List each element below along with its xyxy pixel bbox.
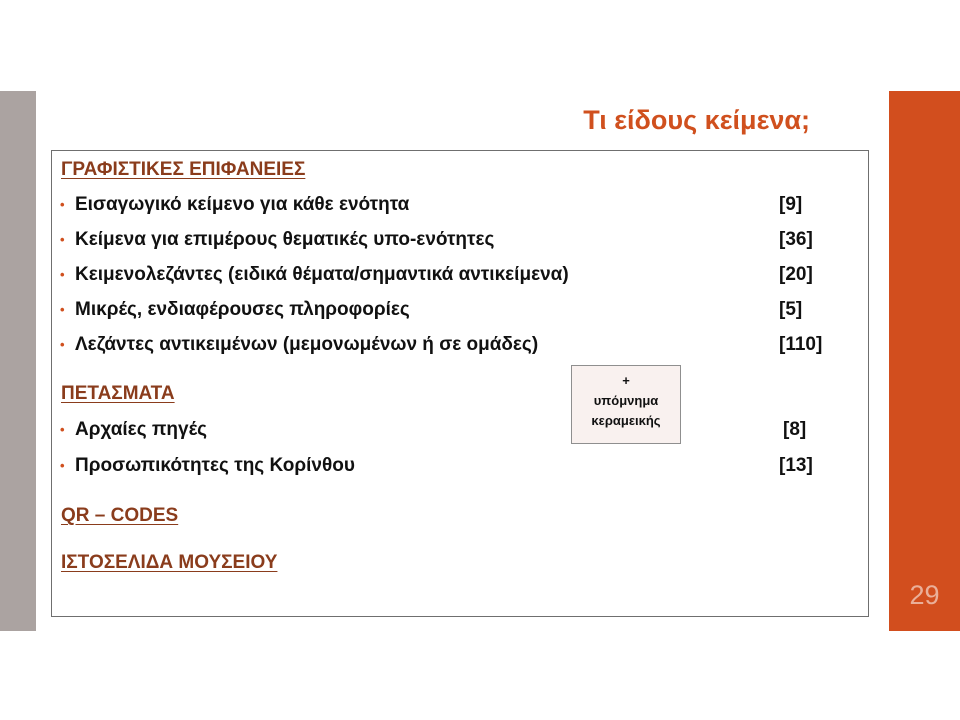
slide-title: Τι είδους κείμενα;	[583, 105, 810, 135]
list-item	[60, 191, 850, 219]
item-text: Κείμενα για επιμέρους θεματικές υπο-ενότητες	[75, 229, 495, 250]
item-text: Εισαγωγικό κείμενο για κάθε ενότητα	[75, 194, 410, 215]
list-item	[60, 416, 850, 444]
bullet-icon: •	[60, 267, 65, 282]
item-count: [13]	[779, 455, 813, 476]
heading-graphic-surfaces: ΓΡΑΦΙΣΤΙΚΕΣ ΕΠΙΦΑΝΕΙΕΣ	[61, 159, 306, 180]
item-text: Προσωπικότητες της Κορίνθου	[75, 455, 355, 476]
bullet-icon: •	[60, 302, 65, 317]
note-legend: υπόμνημα	[593, 393, 659, 408]
content-box	[51, 150, 869, 617]
bullet-icon: •	[60, 458, 65, 473]
page-number: 29	[909, 580, 940, 610]
ceramics-legend-note	[571, 365, 681, 444]
list-item	[60, 331, 850, 359]
bullet-icon: •	[60, 337, 65, 352]
heading-museum-website: ΙΣΤΟΣΕΛΙΔΑ ΜΟΥΣΕΙΟΥ	[61, 552, 278, 573]
item-text: Κειμενολεζάντες (ειδικά θέματα/σημαντικά αντικείμενα)	[75, 264, 569, 285]
heading-panels: ΠΕΤΑΣΜΑΤΑ	[61, 383, 175, 404]
bullet-icon: •	[60, 197, 65, 212]
left-decor-bar	[0, 91, 36, 631]
bullet-icon: •	[60, 232, 65, 247]
item-text: Αρχαίες πηγές	[75, 419, 208, 440]
list-item	[60, 226, 850, 254]
item-count: [9]	[779, 194, 803, 215]
item-text: Μικρές, ενδιαφέρουσες πληροφορίες	[75, 299, 410, 320]
item-count: [36]	[779, 229, 813, 250]
item-count: [5]	[779, 299, 803, 320]
bullet-icon: •	[60, 422, 65, 437]
item-count: [20]	[779, 264, 813, 285]
note-ceramics: κεραμεικής	[591, 413, 661, 428]
list-item	[60, 296, 850, 324]
item-count: [8]	[783, 419, 807, 440]
item-count: [110]	[779, 334, 823, 355]
right-accent-bar	[889, 91, 960, 631]
heading-qr-codes: QR – CODES	[61, 505, 179, 526]
list-item	[60, 261, 850, 289]
list-item	[60, 452, 850, 480]
note-plus: +	[622, 373, 630, 388]
item-text: Λεζάντες αντικειμένων (μεμονωμένων ή σε ομάδες)	[75, 334, 539, 355]
